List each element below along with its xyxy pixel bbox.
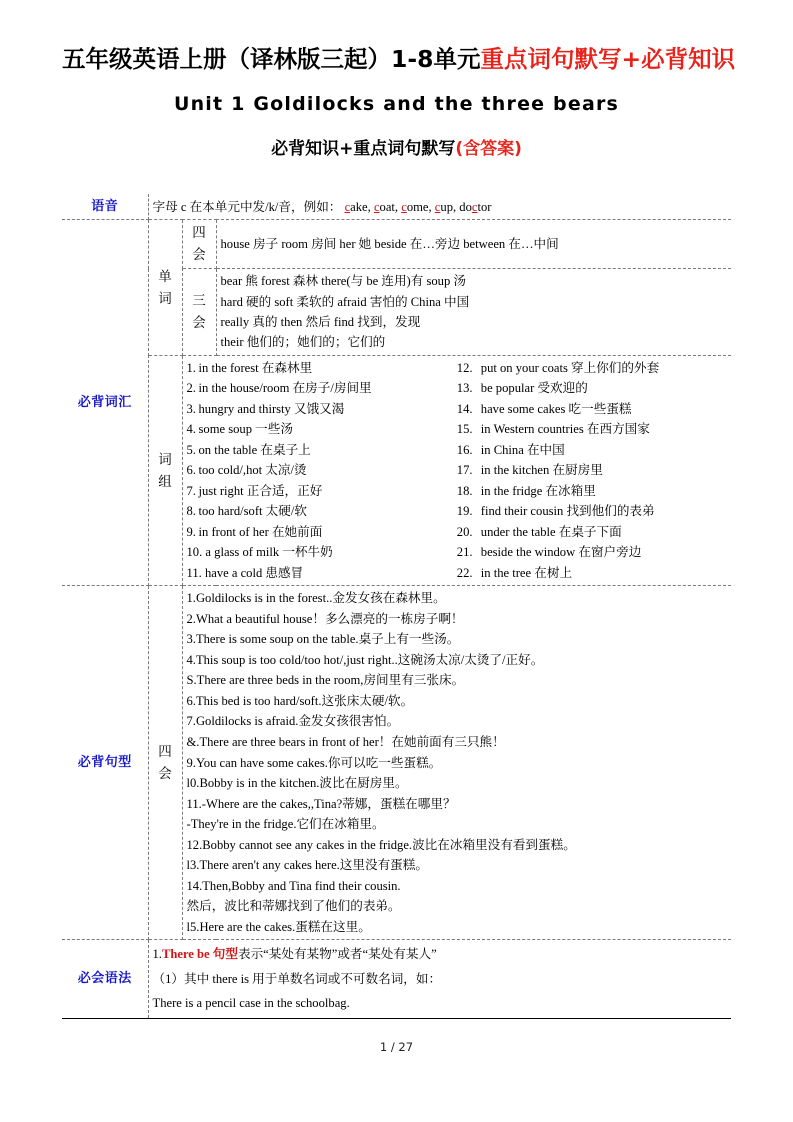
list-item: &.There are three bears in front of her！在她前面有三只熊！ <box>186 734 505 749</box>
list-item: 6.This bed is too hard/soft.这张床太硬/软。 <box>186 693 414 708</box>
list-item <box>457 378 727 399</box>
phrases-column-left <box>187 358 457 584</box>
phrase-number: 9. <box>186 524 196 539</box>
phrase-number: 11. <box>186 565 202 580</box>
phrase-number: 4. <box>186 422 196 437</box>
phrase-number: 8. <box>186 504 196 519</box>
phrase-text: in China 在中国 <box>480 442 565 457</box>
list-item <box>187 378 457 399</box>
list-item: 9.You can have some cakes.你可以吃一些蛋糕。 <box>186 755 442 770</box>
phrase-number: 12. <box>456 360 473 375</box>
document-subtitle-red: (含答案) <box>455 139 522 160</box>
list-item <box>457 563 727 584</box>
phrase-number: 7. <box>186 483 196 498</box>
phrase-text: on the table 在桌子上 <box>198 442 311 457</box>
sub-label-sentences-char2: 会 <box>158 765 172 781</box>
list-item: 11.-Where are the cakes,,Tina?蒂娜，蛋糕在哪里？ <box>186 796 456 811</box>
list-item: 12.Bobby cannot see any cakes in the fridge.波比在冰箱里没有看到蛋糕。 <box>186 837 576 852</box>
list-item: 7.Goldilocks is afraid.金发女孩很害怕。 <box>186 714 400 729</box>
phrase-number: 3. <box>186 401 196 416</box>
phrase-number: 10. <box>186 545 203 560</box>
sub-label-phrases-char2: 组 <box>158 473 172 489</box>
list-item <box>457 522 727 543</box>
three-skills-line: their 他们的；她们的；它们的 <box>220 335 386 350</box>
phrase-text: hungry and thirsty 又饿又渴 <box>198 401 345 416</box>
phrase-number: 5. <box>186 442 196 457</box>
list-item <box>457 542 727 563</box>
list-item: l0.Bobby is in the kitchen.波比在厨房里。 <box>186 776 408 791</box>
document-title <box>62 0 736 74</box>
list-item: 1.Goldilocks is in the forest..金发女孩在森林里。 <box>186 591 446 606</box>
table-row-grammar <box>62 940 731 1019</box>
list-item <box>187 501 457 522</box>
list-item <box>457 501 727 522</box>
phrase-text: in front of her 在她前面 <box>198 524 323 539</box>
phrase-text: beside the window 在窗户旁边 <box>480 545 642 560</box>
list-item <box>457 399 727 420</box>
sentences-content <box>182 586 731 940</box>
list-item <box>187 440 457 461</box>
grammar-number: 1. <box>152 947 162 962</box>
list-item: 然后，波比和蒂娜找到了他们的表弟。 <box>186 899 401 914</box>
phrase-text: have a cold 患感冒 <box>204 565 304 580</box>
sub-label-words <box>148 220 182 355</box>
list-item <box>187 522 457 543</box>
phrases-content <box>182 355 731 586</box>
grammar-line-3: There is a pencil case in the schoolbag. <box>152 996 350 1011</box>
list-item: 2.What a beautiful house！多么漂亮的一栋房子啊！ <box>186 611 464 626</box>
phrase-number: 19. <box>456 504 473 519</box>
list-item <box>457 419 727 440</box>
phrase-text: in the house/room 在房子/房间里 <box>198 381 372 396</box>
phrase-number: 14. <box>456 401 473 416</box>
phrases-list-right <box>457 358 727 584</box>
list-item <box>187 563 457 584</box>
phonetics-content <box>148 194 731 220</box>
row-label-vocabulary: 必背词汇 <box>62 220 148 586</box>
list-item <box>457 440 727 461</box>
three-skills-words <box>216 269 731 356</box>
list-item <box>187 358 457 379</box>
list-item <box>187 460 457 481</box>
table-row-phonetics <box>62 194 731 220</box>
phrase-number: 16. <box>456 442 473 457</box>
phonetics-examples: cake, coat, come, cup, doctor <box>344 199 492 214</box>
phrase-text: in the forest 在森林里 <box>198 360 313 375</box>
phrase-text: have some cakes 吃一些蛋糕 <box>480 401 632 416</box>
list-item: S.There are three beds in the room,房间里有三张床。 <box>186 673 465 688</box>
document-subtitle-black: 必背知识+重点词句默写 <box>271 139 456 160</box>
phrase-text: too cold/,hot 太凉/烫 <box>198 463 307 478</box>
phrase-number: 22. <box>456 565 473 580</box>
phrase-text: be popular 受欢迎的 <box>480 381 588 396</box>
three-skills-line: bear 熊 forest 森林 there(与 be 连用)有 soup 汤 <box>220 274 467 289</box>
grammar-line-2: （1）其中 there is 用于单数名词或不可数名词，如： <box>152 971 442 986</box>
three-skills-line: really 真的 then 然后 find 找到，发现 <box>220 314 421 329</box>
list-item <box>457 481 727 502</box>
phrase-number: 1. <box>186 360 196 375</box>
unit-title: Unit 1 Goldilocks and the three bears <box>173 93 620 116</box>
document-subtitle <box>62 115 731 159</box>
row-label-sentences: 必背句型 <box>62 586 148 940</box>
table-row-sentences <box>62 586 731 940</box>
page-footer <box>0 1040 793 1054</box>
phrase-text: some soup 一些汤 <box>198 422 293 437</box>
sub-label-four-skills: 四会 <box>182 220 216 269</box>
phrases-list-left <box>187 358 457 584</box>
list-item <box>187 419 457 440</box>
list-item <box>457 460 727 481</box>
row-label-grammar: 必会语法 <box>62 940 148 1019</box>
phrase-number: 18. <box>456 483 473 498</box>
grammar-keyword: There be 句型 <box>161 947 238 962</box>
list-item: -They're in the fridge.它们在冰箱里。 <box>186 817 385 832</box>
phrase-text: in Western countries 在西方国家 <box>480 422 650 437</box>
phonetics-text: 字母 c 在本单元中发/k/音，例如： <box>152 199 342 214</box>
list-item <box>457 358 727 379</box>
sub-label-sentences-char1: 四 <box>158 743 172 759</box>
sub-label-words-char1: 单 <box>158 268 172 284</box>
sub-label-words-char2: 词 <box>158 290 172 306</box>
document-title-red: 重点词句默写+必背知识 <box>480 45 736 73</box>
phrase-number: 21. <box>456 545 473 560</box>
phrase-text: put on your coats 穿上你们的外套 <box>480 360 660 375</box>
knowledge-table <box>62 194 731 1018</box>
list-item <box>187 542 457 563</box>
list-item: 14.Then,Bobby and Tina find their cousin. <box>186 878 401 893</box>
phrase-text: just right 正合适，正好 <box>198 483 323 498</box>
phrase-text: in the fridge 在冰箱里 <box>480 483 596 498</box>
sub-label-sentences-four-skills <box>148 586 182 940</box>
phrase-text: too hard/soft 太硬/软 <box>198 504 307 519</box>
phrase-text: find their cousin 找到他们的表弟 <box>480 504 655 519</box>
list-item <box>187 399 457 420</box>
list-item: 3.There is some soup on the table.桌子上有一些汤。 <box>186 632 460 647</box>
phrase-text: under the table 在桌子下面 <box>480 524 622 539</box>
phrase-number: 17. <box>456 463 473 478</box>
table-row-phrases <box>62 355 731 586</box>
grammar-content <box>148 940 731 1019</box>
page-number: 1 / 27 <box>379 1040 414 1054</box>
four-skills-words: house 房子 room 房间 her 她 beside 在…旁边 between 在…中间 <box>216 220 731 269</box>
phrase-number: 13. <box>456 381 473 396</box>
phrase-number: 20. <box>456 524 473 539</box>
list-item: l5.Here are the cakes.蛋糕在这里。 <box>186 919 371 934</box>
row-label-phonetics: 语音 <box>62 194 148 220</box>
document-title-black: 五年级英语上册（译林版三起）1-8单元 <box>62 45 481 73</box>
grammar-line-1 <box>153 942 728 967</box>
list-item: l3.There aren't any cakes here.这里没有蛋糕。 <box>186 858 428 873</box>
phrase-number: 15. <box>456 422 473 437</box>
sentence-list <box>187 588 728 937</box>
sub-label-three-skills: 三会 <box>182 269 216 356</box>
phrase-text: in the tree 在树上 <box>480 565 573 580</box>
phrase-number: 2. <box>186 381 196 396</box>
three-skills-line: hard 硬的 soft 柔软的 afraid 害怕的 China 中国 <box>220 294 470 309</box>
list-item: 4.This soup is too cold/too hot/,just right..这碗汤太凉/太烫了/正好。 <box>186 652 544 667</box>
phrase-text: a glass of milk 一杯牛奶 <box>205 545 333 560</box>
phrase-number: 6. <box>186 463 196 478</box>
sub-label-phrases-char1: 词 <box>158 451 172 467</box>
grammar-line-1-rest: 表示“某处有某物”或者“某处有某人” <box>237 947 437 962</box>
table-row-vocab-four-skills <box>62 220 731 269</box>
phrases-column-right <box>457 358 727 584</box>
phrase-text: in the kitchen 在厨房里 <box>480 463 603 478</box>
grammar-list <box>153 942 728 1016</box>
sub-label-phrases <box>148 355 182 586</box>
list-item <box>187 481 457 502</box>
